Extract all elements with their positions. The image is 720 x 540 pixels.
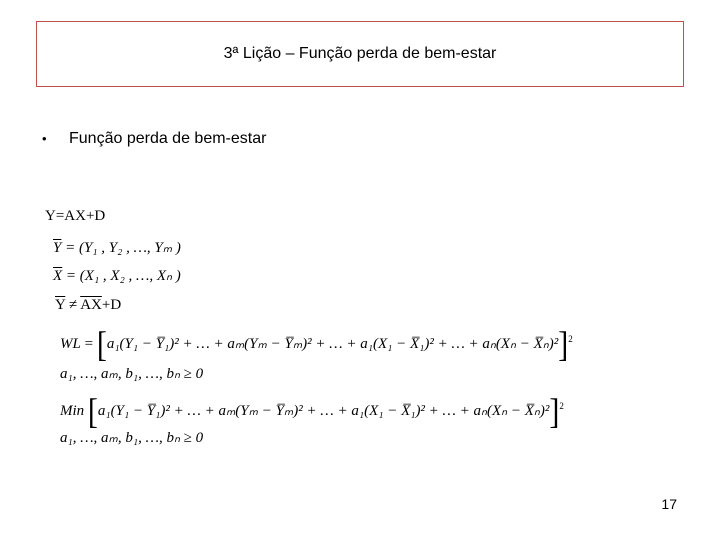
- slide-title: 3ª Lição – Função perda de bem-estar: [223, 45, 497, 62]
- constraint-1-text: a₁, …, aₘ, b₁, …, bₙ ≥ 0: [60, 366, 204, 382]
- inequality-d: +D: [101, 297, 122, 313]
- equation-inequality: [55, 297, 121, 314]
- wl-left-bracket: [: [96, 324, 107, 365]
- model-text: Y=AX+D: [45, 208, 106, 224]
- min-right-bracket: ]: [549, 391, 560, 432]
- inequality-sign: ≠: [65, 297, 81, 313]
- wl-equals: =: [84, 336, 94, 352]
- equation-min: [60, 391, 564, 432]
- y-vector-rhs: = (Y₁ , Y₂ , …, Yₘ ): [65, 240, 181, 256]
- bullet-item: [42, 130, 266, 148]
- inequality-y: $\overline{Y}$: [55, 297, 66, 313]
- min-body: a₁(Y₁ − Y̅₁)² + … + aₘ(Yₘ − Y̅ₘ)² + … + a₁(X₁ − X̅₁)² + … + aₙ(Xₙ − X̅ₙ)²: [97, 403, 550, 419]
- equation-wl: [60, 324, 573, 365]
- min-left-bracket: [: [87, 391, 98, 432]
- min-label: Min: [60, 403, 85, 419]
- x-vector-lhs: $\overline{X}$: [53, 268, 63, 284]
- equation-constraint-2: [60, 428, 203, 447]
- page-number: 17: [661, 496, 677, 512]
- bullet-text: Função perda de bem-estar: [69, 130, 267, 147]
- y-vector-lhs: $\overline{Y}$: [53, 240, 62, 256]
- constraint-2-text: a₁, …, aₘ, b₁, …, bₙ ≥ 0: [60, 430, 204, 446]
- wl-exponent: 2: [568, 334, 573, 344]
- min-exponent: 2: [559, 401, 564, 411]
- equation-x-vector: [53, 266, 181, 285]
- wl-label: WL: [60, 336, 81, 352]
- equation-model: [45, 208, 105, 225]
- inequality-ax: $\overline{AX}$: [80, 297, 102, 313]
- wl-body: a₁(Y₁ − Y̅₁)² + … + aₘ(Yₘ − Y̅ₘ)² + … + a₁(X₁ − X̅₁)² + … + aₙ(Xₙ − X̅ₙ)²: [106, 336, 559, 352]
- bullet-marker: •: [42, 131, 47, 146]
- x-vector-rhs: = (X₁ , X₂ , …, Xₙ ): [65, 268, 181, 284]
- wl-right-bracket: ]: [558, 324, 569, 365]
- equation-y-vector: [53, 238, 181, 257]
- equation-constraint-1: [60, 364, 203, 383]
- title-box: [36, 21, 684, 87]
